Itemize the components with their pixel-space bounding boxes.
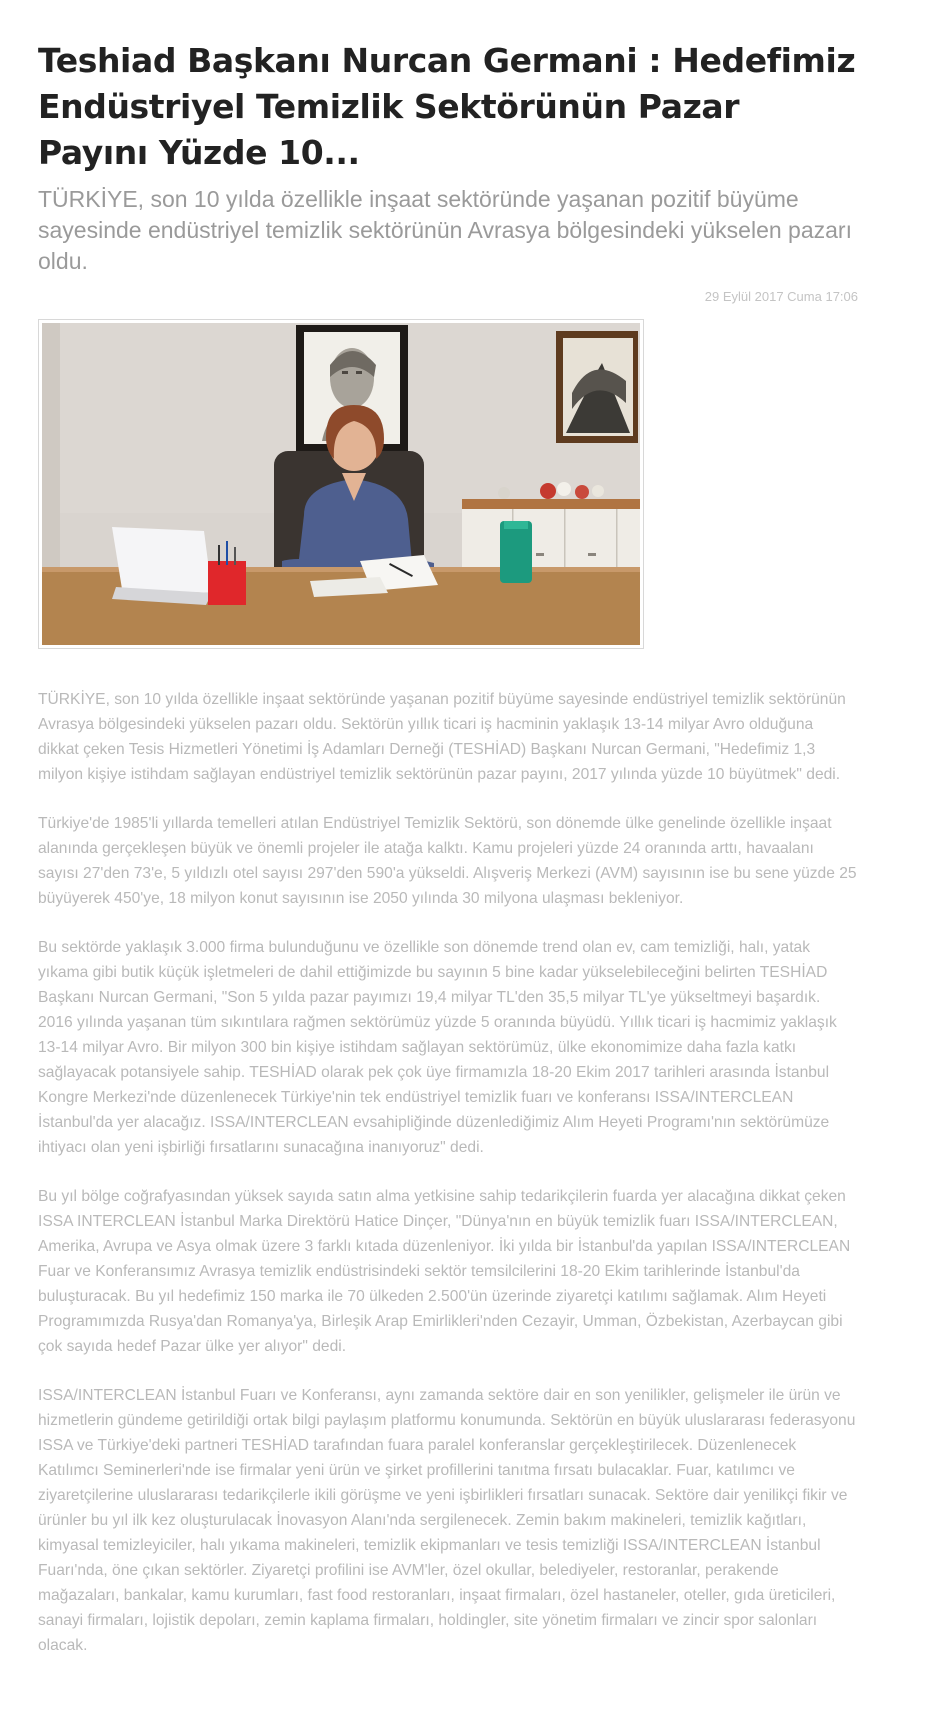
article-title: Teshiad Başkanı Nurcan Germani : Hedefimiz Endüstriyel Temizlik Sektörünün Pazar Payını Yüzde 10... — [38, 41, 856, 172]
paragraph-5: ISSA/INTERCLEAN İstanbul Fuarı ve Konferansı, aynı zamanda sektöre dair en son yenilikler, gelişmeler ile ürün ve hizmetlerin gündeme getirildiği ortak bilgi paylaşım platformu konumunda. Sektörün en büyük uluslararası federasyonu ISSA ve Türkiye'deki partneri TESHİAD tarafından fuara paralel konferanslar gerçekleştirilecek. Düzenlenecek Katılımcı Seminerleri'nde ise firmalar yeni ürün ve şirket profillerini tanıtma fırsatı bulacaklar. Fuar, katılımcı ve ziyaretçilerine uluslararası tedarikçilerle ikili görüşme ve yeni işbirlikleri fırsatları sunacak. Sektöre dair yenilikçi fikir ve ürünler bu yıl ilk kez oluşturulacak İnovasyon Alanı'nda sergilenecek. Zemin bakım makineleri, temizlik kağıtları, kimyasal temizleyiciler, halı yıkama makineleri, temizlik ekipmanları ve tesis temizliği ISSA/INTERCLEAN İstanbul Fuarı'nda, öne çıkan sektörler. Ziyaretçi profilini ise AVM'ler, özel okullar, belediyeler, restoranlar, perakende mağazaları, bankalar, kamu kurumları, fast food restoranları, inşaat firmaları, özel hastaneler, oteller, gıda üreticileri, sanayi firmaları, lojistik depoları, zemin kaplama firmaları, holdingler, site yönetim firmaları ve zincir spor salonları olacak. — [38, 1387, 856, 1654]
publish-date: 29 Eylül 2017 Cuma 17:06 — [704, 289, 858, 304]
office-photo-illustration — [42, 323, 640, 645]
article-body — [38, 687, 858, 1658]
article-photo — [38, 319, 644, 649]
paragraph-3: Bu sektörde yaklaşık 3.000 firma bulunduğunu ve özellikle son dönemde trend olan ev, cam temizliği, halı, yatak yıkama gibi butik küçük işletmeleri de dahil ettiğimizde bu sayının 5 bine kadar yükselebileceğini belirten TESHİAD Başkanı Nurcan Germani, "Son 5 yılda pazar payımızı 19,4 milyar TL'den 35,5 milyar TL'ye yükseltmeyi başardık. 2016 yılında yaşanan tüm sıkıntılara rağmen sektörümüz yüzde 5 oranında büyüdü. Yıllık ticari iş hacmimiz yaklaşık 13-14 milyar Avro. Bir milyon 300 bin kişiye istihdam sağlayan sektörümüz, ülke ekonomimize daha fazla katkı sağlayacak potansiyele sahip. TESHİAD olarak pek çok üye firmamızla 18-20 Ekim 2017 tarihleri arasında İstanbul Kongre Merkezi'nde düzenlenecek Türkiye'nin tek endüstriyel temizlik fuarı ve konferansı ISSA/INTERCLEAN İstanbul'da yer alacağız. ISSA/INTERCLEAN evsahipliğinde düzenlediğimiz Alım Heyeti Programı'nın sektörümüze ihtiyacı olan yeni işbirliği fırsatlarını sunacağına inanıyoruz" dedi. — [38, 939, 837, 1156]
article — [38, 0, 858, 1682]
paragraph-4: Bu yıl bölge coğrafyasından yüksek sayıda satın alma yetkisine sahip tedarikçilerin fuarda yer alacağına dikkat çeken ISSA INTERCLEAN İstanbul Marka Direktörü Hatice Dinçer, "Dünya'nın en büyük temizlik fuarı ISSA/INTERCLEAN, Amerika, Avrupa ve Asya olmak üzere 3 farklı kıtada düzenleniyor. İki yılda bir İstanbul'da yapılan ISSA/INTERCLEAN Fuar ve Konferansımız Avrasya temizlik endüstrisindeki sektör temsilcilerini 18-20 Ekim tarihlerinde İstanbul'da buluşturacak. Bu yıl hedefimiz 150 marka ile 70 ülkeden 2.500'ün üzerinde ziyaretçi katılımı sağlamak. Alım Heyeti Programımızda Rusya'dan Romanya'ya, Birleşik Arap Emirlikleri'nden Cezayir, Umman, Özbekistan, Azerbaycan gibi çok sayıda hedef Pazar ülke yer alıyor" dedi. — [38, 1188, 851, 1355]
paragraph-1: TÜRKİYE, son 10 yılda özellikle inşaat sektöründe yaşanan pozitif büyüme sayesinde endüstriyel temizlik sektörünün Avrasya bölgesindeki yükselen pazarı oldu. Sektörün yıllık ticari iş hacminin yaklaşık 13-14 milyar Avro olduğuna dikkat çeken Tesis Hizmetleri Yönetimi İş Adamları Derneği (TESHİAD) Başkanı Nurcan Germani, "Hedefimiz 1,3 milyon kişiye istihdam sağlayan endüstriyel temizlik sektörünün pazar payını, 2017 yılında yüzde 10 büyütmek" dedi. — [38, 691, 846, 783]
article-summary: TÜRKİYE, son 10 yılda özellikle inşaat sektöründe yaşanan pozitif büyüme sayesinde endüstriyel temizlik sektörünün Avrasya bölgesindeki yükselen pazarı oldu. — [38, 186, 852, 274]
paragraph-2: Türkiye'de 1985'li yıllarda temelleri atılan Endüstriyel Temizlik Sektörü, son dönemde ülke genelinde özellikle inşaat alanında gerçekleşen büyük ve önemli projeler ile atağa kalktı. Kamu projeleri yüzde 24 oranında arttı, havaalanı sayısı 27'den 73'e, 5 yıldızlı otel sayısı 297'den 590'a yükseldi. Alışveriş Merkezi (AVM) sayısının ise bu sene yüzde 25 büyüyerek 450'ye, 18 milyon konut sayısının ise 2050 yılında 30 milyona ulaşması bekleniyor. — [38, 815, 857, 907]
